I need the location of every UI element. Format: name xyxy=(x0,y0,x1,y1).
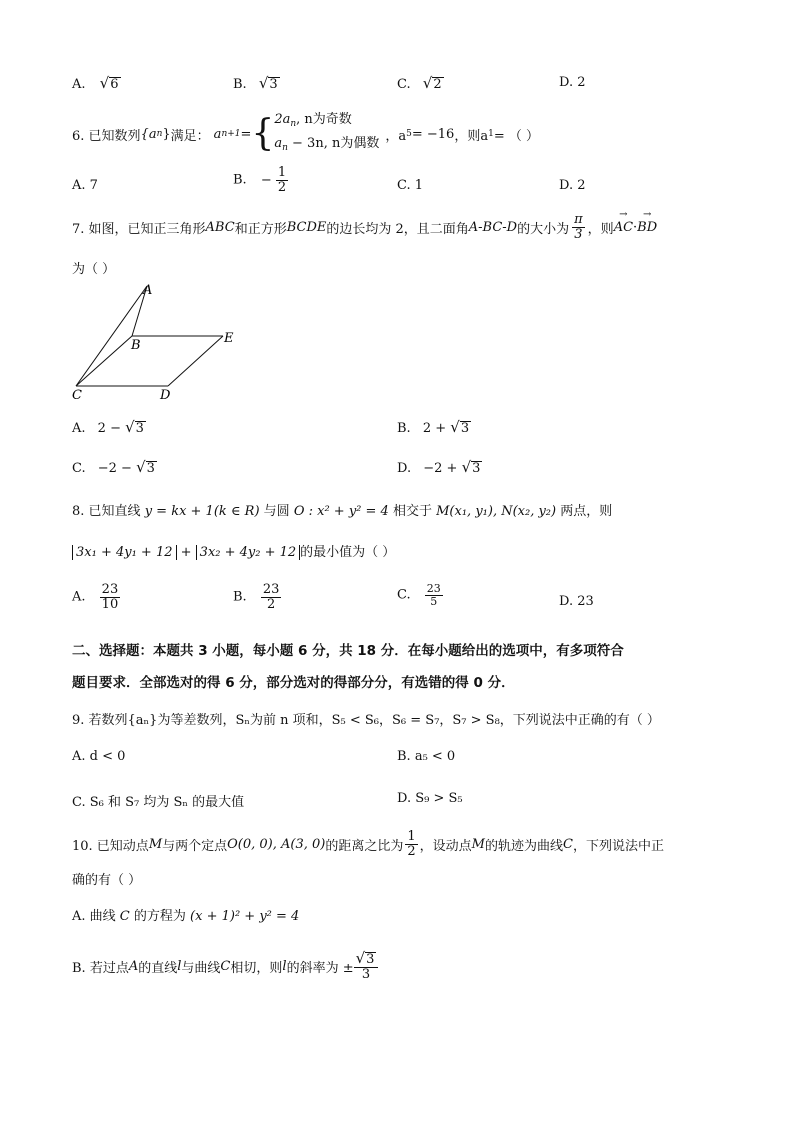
q7-dot: · xyxy=(633,219,638,235)
q10-points: O(0, 0), A(3, 0) xyxy=(227,836,326,852)
section2-heading-line2: 题目要求．全部选对的得 6 分，部分选对的得部分分，有选错的得 0 分． xyxy=(72,675,515,691)
q8-option-b[interactable] xyxy=(233,583,281,611)
edge-ed xyxy=(168,336,223,386)
q6-cond: ，a xyxy=(385,128,407,144)
q7-option-d[interactable] xyxy=(397,458,482,476)
q6-seq-close: } xyxy=(162,126,171,142)
q10-option-b-mid3: 相切，则 xyxy=(230,960,283,976)
q6-cond-val: = −16 xyxy=(411,126,455,142)
q5-option-a[interactable] xyxy=(72,74,121,92)
q10-option-b-mid2: 与曲线 xyxy=(181,960,221,976)
q8-option-c-num: 23 xyxy=(426,582,441,595)
q7-option-c-radicand: 3 xyxy=(146,461,155,476)
q10-text-e: 的轨迹为曲线 xyxy=(484,838,563,854)
q6-option-b-num: 1 xyxy=(277,165,287,180)
q9-option-b[interactable]: B. a₅ < 0 xyxy=(397,749,456,764)
q5-option-b-radicand: 3 xyxy=(269,77,278,92)
q6-option-b-fraction xyxy=(276,166,288,194)
q8-points: M(x₁, y₁), N(x₂, y₂) xyxy=(436,504,557,519)
q7-option-d-pre: −2 + xyxy=(423,461,462,476)
q6-then-sub: 1 xyxy=(488,129,494,139)
q6-lhs-sub: n+1 xyxy=(221,129,241,139)
q8-abs-expr1: 3x₁ + 4y₁ + 12 xyxy=(72,545,177,560)
q6-option-a[interactable]: A. 7 xyxy=(72,178,98,193)
q6-option-b-den: 2 xyxy=(277,179,287,195)
q10-option-b-den: 3 xyxy=(361,966,371,982)
label-c: C xyxy=(72,388,82,402)
q6-option-b-sign: − xyxy=(260,172,272,188)
q9-option-d[interactable]: D. S₉ > S₅ xyxy=(397,791,463,806)
q10-option-b-l2: l xyxy=(282,958,287,974)
q6-case2-sub: n xyxy=(282,143,288,153)
q8-abs-expr2: 3x₂ + 4y₂ + 12 xyxy=(196,545,301,560)
q6-prefix: 6. 已知数列 xyxy=(72,128,141,144)
q10-text-b: 与两个定点 xyxy=(162,838,228,854)
q8-option-a-label: A. xyxy=(72,589,86,605)
q7-then: ，则 xyxy=(587,221,614,237)
q7-bcde: BCDE xyxy=(286,219,327,235)
q8-text-tail: 的最小值为（ ） xyxy=(300,545,396,560)
q10-option-a-c: C xyxy=(119,909,130,924)
q9-option-c[interactable]: C. S₆ 和 S₇ 均为 Sₙ 的最大值 xyxy=(72,795,245,810)
q7-option-b-label: B. xyxy=(397,421,411,436)
q8-option-a-den: 10 xyxy=(101,596,119,612)
q7-option-c-pre: −2 − xyxy=(97,461,137,476)
q7-stem-line2: 为（ ） xyxy=(72,262,116,277)
q7-text-b: 的边长均为 2，且二面角 xyxy=(326,221,469,237)
q6-case1-rest: , n为奇数 xyxy=(296,112,352,127)
q8-option-d[interactable]: D. 23 xyxy=(559,594,594,609)
q7-vector-bd: → BD xyxy=(637,220,657,235)
sqrt-sign: √ xyxy=(422,74,433,92)
q7-option-c[interactable] xyxy=(72,458,157,476)
q9-option-a[interactable]: A. d < 0 xyxy=(72,749,126,764)
label-d: D xyxy=(160,388,171,402)
sqrt-sign: √ xyxy=(258,74,269,92)
q10-frac-den: 2 xyxy=(407,843,416,859)
q8-option-a[interactable] xyxy=(72,583,120,611)
q8-option-b-label: B. xyxy=(233,589,247,605)
q9-stem: 9. 若数列{aₙ}为等差数列，Sₙ为前 n 项和，S₅ < S₆，S₆ = S₇，S₇ > S₈，下列说法中正确的有（ ） xyxy=(72,713,660,728)
q10-stem-line2: 确的有（ ） xyxy=(72,873,142,888)
q10-option-b-fraction xyxy=(354,948,379,982)
q10-option-b-num xyxy=(354,948,379,968)
q10-option-b-mid1: 的直线 xyxy=(138,960,178,976)
q10-text-c: 的距离之比为 xyxy=(325,838,404,854)
q10-option-b-mid4: 的斜率为 ± xyxy=(286,960,354,976)
q10-m2: M xyxy=(471,836,485,852)
q6-case1-sub: n xyxy=(290,119,297,129)
q6-option-b[interactable] xyxy=(233,166,288,194)
q10-option-b[interactable] xyxy=(72,946,378,986)
q6-then: ，则a xyxy=(454,128,489,144)
q8-text-d: 两点，则 xyxy=(560,504,613,519)
q7-dihedral: A-BC-D xyxy=(468,219,518,235)
q8-circle-equation: O : x² + y² = 4 xyxy=(293,504,389,519)
q7-option-a[interactable] xyxy=(72,418,146,436)
sqrt-sign: √ xyxy=(125,418,135,436)
q7-option-a-label: A. xyxy=(72,421,86,436)
sqrt-sign: √ xyxy=(355,948,366,967)
q8-line-equation: y = kx + 1(k ∈ R) xyxy=(144,504,260,519)
q6-case2-main: a xyxy=(274,136,283,151)
q10-text-d: ，设动点 xyxy=(419,838,472,854)
q6-brace: { xyxy=(251,113,275,154)
q8-stem-line1 xyxy=(72,500,612,519)
q6-eq: = xyxy=(240,126,252,142)
q8-option-b-fraction xyxy=(261,583,282,611)
label-e: E xyxy=(224,331,234,346)
q7-option-a-radicand: 3 xyxy=(135,421,144,436)
q10-option-a[interactable] xyxy=(72,905,299,924)
q10-c: C xyxy=(563,836,573,852)
sqrt-sign: √ xyxy=(461,458,472,476)
q6-option-c[interactable]: C. 1 xyxy=(397,178,424,193)
q6-case1 xyxy=(274,110,379,134)
q6-case2-rest: − 3n, n为偶数 xyxy=(287,136,380,151)
q7-option-d-label: D. xyxy=(397,461,412,476)
q8-option-b-num: 23 xyxy=(262,582,280,597)
q7-option-b[interactable] xyxy=(397,418,471,436)
q10-option-a-mid: 的方程为 xyxy=(133,909,186,924)
q7-option-c-label: C. xyxy=(72,461,86,476)
sqrt-sign: √ xyxy=(99,74,110,92)
q7-fraction xyxy=(572,213,585,241)
q10-frac-num: 1 xyxy=(407,828,416,844)
q7-text-c: 的大小为 xyxy=(517,221,570,237)
sqrt-sign: √ xyxy=(136,458,146,476)
section2-heading-line1: 二、选择题：本题共 3 小题，每小题 6 分，共 18 分．在每小题给出的选项中，有多项符合 xyxy=(72,643,624,659)
q10-text-f: ，下列说法中正 xyxy=(572,838,664,854)
q7-stem-line1 xyxy=(72,210,657,244)
q10-option-b-c: C xyxy=(220,958,231,974)
q10-fraction xyxy=(405,830,417,858)
q10-text-a: 10. 已知动点 xyxy=(72,838,149,854)
q10-option-a-pre: A. 曲线 xyxy=(72,909,116,924)
q10-m: M xyxy=(148,836,163,852)
q5-option-a-radicand: 6 xyxy=(110,77,119,92)
q7-vector-ac: → AC xyxy=(614,220,633,235)
label-a: A xyxy=(143,283,153,298)
q8-text-c: 相交于 xyxy=(392,504,432,519)
q5-option-c[interactable] xyxy=(397,74,444,92)
q6-lhs: a xyxy=(213,126,222,142)
sqrt-sign: √ xyxy=(450,418,460,436)
q7-figure xyxy=(70,280,250,402)
q5-option-b-label: B. xyxy=(233,77,247,92)
q6-cond-sub: 5 xyxy=(406,129,412,139)
q8-option-b-den: 2 xyxy=(266,596,276,612)
q5-option-b[interactable] xyxy=(233,74,280,92)
q7-option-b-pre: 2 + xyxy=(422,421,451,436)
q10-option-b-radicand: 3 xyxy=(366,951,375,967)
q8-option-c-fraction xyxy=(425,583,443,607)
q6-then-end: = （ ） xyxy=(493,128,539,144)
q7-frac-num: π xyxy=(574,211,583,227)
q6-option-b-label: B. xyxy=(233,172,247,188)
q6-cases xyxy=(274,110,379,158)
q6-satisfy: 满足： xyxy=(170,128,210,144)
q7-option-b-radicand: 3 xyxy=(460,421,470,436)
q8-plus: + xyxy=(176,545,196,560)
q5-option-c-radicand: 2 xyxy=(433,77,442,92)
q8-text-b: 与圆 xyxy=(263,504,290,519)
q7-abc: ABC xyxy=(205,219,235,235)
q7-and: 和正方形 xyxy=(234,221,287,237)
q7-option-d-radicand: 3 xyxy=(472,461,481,476)
q8-stem-line2 xyxy=(72,541,395,560)
q6-seq: {a xyxy=(140,126,157,142)
q6-seq-sub: n xyxy=(156,129,163,139)
q5-option-a-label: A. xyxy=(72,77,86,92)
q10-stem-line1 xyxy=(72,828,664,860)
q8-option-a-num: 23 xyxy=(101,582,119,597)
q8-option-c-den: 5 xyxy=(430,594,438,608)
q8-option-c[interactable] xyxy=(397,583,443,607)
q10-option-b-a: A xyxy=(128,958,139,974)
q6-stem xyxy=(72,112,539,156)
q7-text-a: 7. 如图，已知正三角形 xyxy=(72,221,206,237)
q8-text-a: 8. 已知直线 xyxy=(72,504,141,519)
q7-frac-den: 3 xyxy=(574,226,583,242)
q5-option-d[interactable]: D. 2 xyxy=(559,75,586,90)
q7-option-a-pre: 2 − xyxy=(97,421,126,436)
q6-case2 xyxy=(274,134,379,158)
q10-option-b-pre: B. 若过点 xyxy=(72,960,129,976)
q5-option-c-label: C. xyxy=(397,77,411,92)
q6-case1-main: 2a xyxy=(274,112,291,127)
label-b: B xyxy=(131,338,141,353)
q8-option-a-fraction xyxy=(100,583,121,611)
q10-option-a-equation: (x + 1)² + y² = 4 xyxy=(190,909,300,924)
edge-cb xyxy=(76,336,132,386)
q10-option-b-l: l xyxy=(177,958,182,974)
q6-option-d[interactable]: D. 2 xyxy=(559,178,586,193)
q8-option-c-label: C. xyxy=(397,587,411,603)
